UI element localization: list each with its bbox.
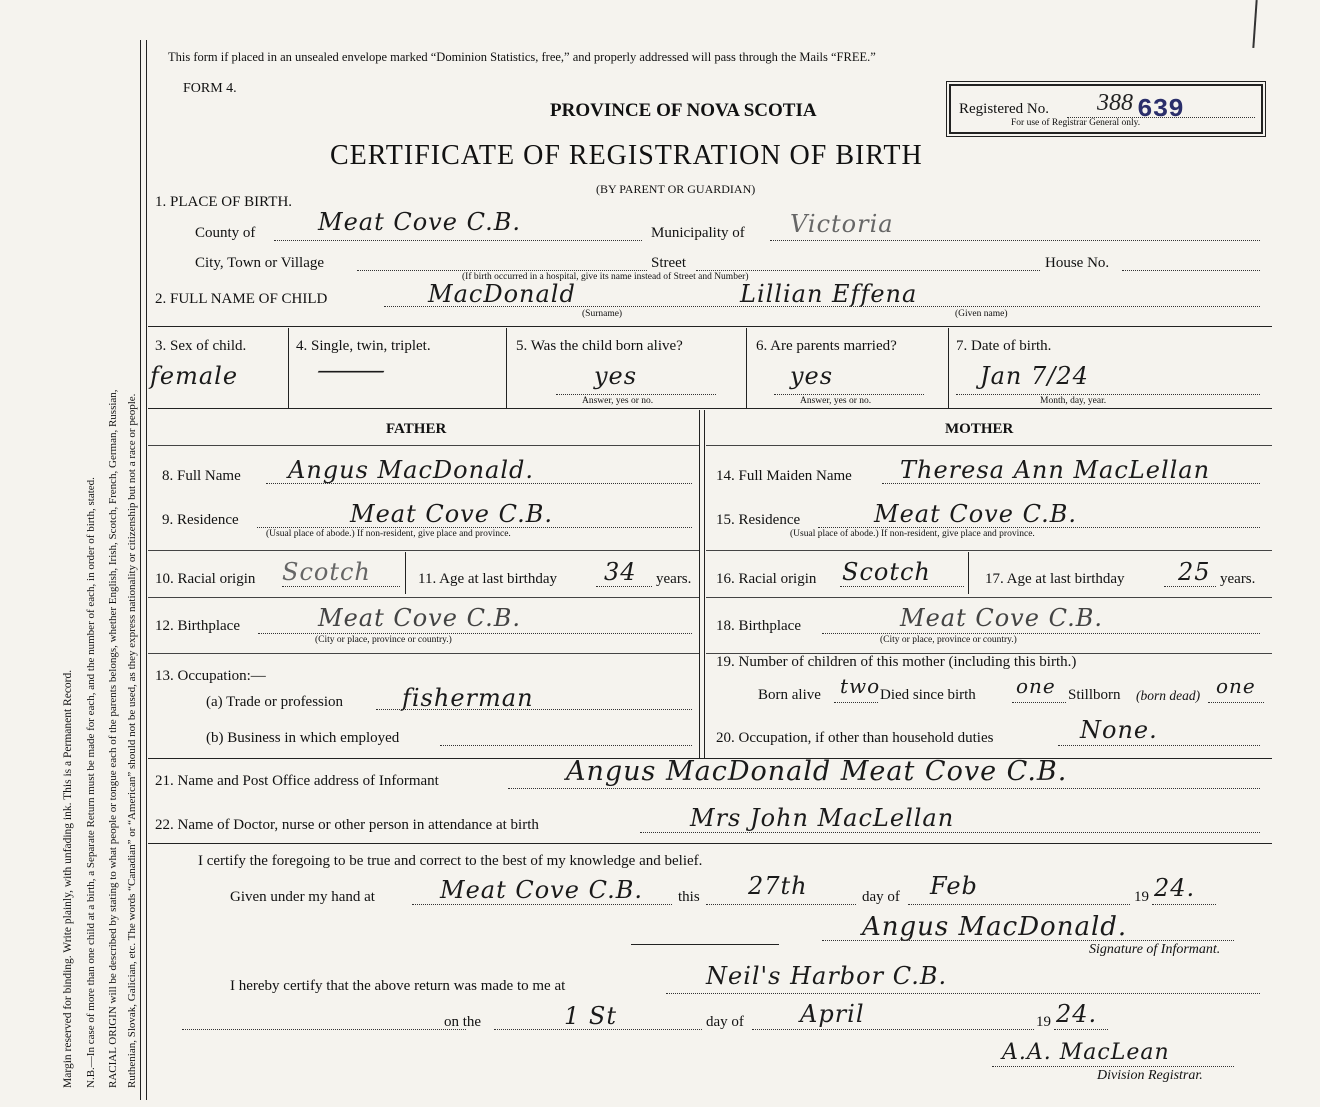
division-registrar-caption: Division Registrar.: [1097, 1068, 1203, 1083]
alive-label: 5. Was the child born alive?: [516, 338, 683, 354]
certify-statement: I certify the foregoing to be true and correct to the best of my knowledge and belief.: [198, 853, 703, 869]
father-occupation-label: 13. Occupation:—: [155, 668, 266, 684]
registrar-statement: I hereby certify that the above return was made to me at: [230, 978, 566, 994]
father-name-value: Angus MacDonald.: [288, 456, 535, 484]
registered-value-stamp: 639: [1137, 94, 1184, 124]
margin-note-4: Ruthenian, Slovak, Galician, etc. The words “Canadian” or “American” should not be used, as they express nationality or citizenship but not a race or people.: [126, 393, 138, 1088]
born-alive-label: Born alive: [758, 687, 821, 703]
born-alive-value: two: [840, 674, 881, 698]
mother-birthplace-label: 18. Birthplace: [716, 618, 801, 634]
registrar-month-value: April: [800, 1000, 865, 1028]
trade-label: (a) Trade or profession: [206, 694, 344, 710]
county-value: Meat Cove C.B.: [318, 208, 521, 236]
municipality-value: Victoria: [790, 210, 894, 238]
mother-residence-label: 15. Residence: [716, 512, 801, 528]
mother-name-value: Theresa Ann MacLellan: [900, 456, 1211, 484]
house-label: House No.: [1045, 255, 1110, 271]
given-label: Given under my hand at: [230, 889, 375, 905]
margin-note-1: Margin reserved for binding. Write plainly, with unfading ink. This is a Permanent Record.: [62, 669, 74, 1088]
multiple-value: —: [315, 356, 390, 384]
informant-value: Angus MacDonald Meat Cove C.B.: [566, 756, 1068, 787]
street-label: Street: [651, 255, 686, 271]
registrar-day-value: 1 St: [564, 1002, 617, 1030]
cert-year-prefix: 19: [1134, 889, 1149, 905]
informant-signature: Angus MacDonald.: [862, 912, 1128, 942]
father-heading: FATHER: [386, 421, 447, 437]
mother-name-label: 14. Full Maiden Name: [716, 468, 852, 484]
mother-race-value: Scotch: [842, 558, 931, 586]
father-race-label: 10. Racial origin: [155, 571, 256, 587]
registered-value-prefix: 388: [1097, 90, 1133, 116]
stillborn-label: Stillborn: [1068, 687, 1121, 703]
father-name-label: 8. Full Name: [162, 468, 241, 484]
surname-caption: (Surname): [582, 309, 623, 319]
informant-label: 21. Name and Post Office address of Informant: [155, 773, 439, 789]
died-label: Died since birth: [880, 687, 976, 703]
child-name-label: 2. FULL NAME OF CHILD: [155, 291, 328, 307]
married-label: 6. Are parents married?: [756, 338, 897, 354]
stillborn-value: one: [1216, 674, 1256, 698]
children-count-label: 19. Number of children of this mother (including this birth.): [716, 654, 1077, 670]
registrar-place-value: Neil's Harbor C.B.: [706, 962, 948, 990]
father-birthplace-caption: (City or place, province or country.): [315, 635, 452, 645]
married-value: yes: [790, 362, 834, 390]
stillborn-note: (born dead): [1136, 688, 1201, 703]
margin-note-3: RACIAL ORIGIN will be described by stating to what people or tongue each of the parents belongs, whether English, Irish, Scotch, French, German, Russian,: [107, 389, 119, 1088]
dob-value: Jan 7/24: [980, 362, 1089, 390]
cert-year-value: 24.: [1154, 874, 1196, 902]
rule-before-parents: [148, 408, 1272, 409]
alive-caption: Answer, yes or no.: [582, 396, 654, 406]
father-residence-value: Meat Cove C.B.: [350, 500, 553, 528]
father-age-value: 34: [604, 558, 637, 586]
cert-day-value: 27th: [748, 872, 808, 900]
child-surname-value: MacDonald: [428, 280, 576, 308]
doctor-value: Mrs John MacLellan: [690, 804, 955, 832]
signature-caption: Signature of Informant.: [1089, 942, 1221, 957]
father-birthplace-label: 12. Birthplace: [155, 618, 240, 634]
dob-label: 7. Date of birth.: [956, 338, 1052, 354]
mother-race-label: 16. Racial origin: [716, 571, 817, 587]
mother-heading: MOTHER: [945, 421, 1014, 437]
margin-note-2: N.B.—In case of more than one child at a birth, a Separate Return must be made for each, and the number of each, in order of birth, stated.: [85, 477, 97, 1088]
mother-age-label: 17. Age at last birthday: [985, 571, 1125, 587]
multiple-label: 4. Single, twin, triplet.: [296, 338, 431, 354]
dob-caption: Month, day, year.: [1040, 396, 1107, 406]
form-number: FORM 4.: [183, 81, 237, 96]
registrar-note: For use of Registrar General only.: [1011, 118, 1141, 128]
father-race-value: Scotch: [282, 558, 371, 586]
rule-after-name: [148, 326, 1272, 327]
binding-hole-bottom: [0, 760, 16, 794]
mother-birthplace-caption: (City or place, province or country.): [880, 635, 1017, 645]
alive-value: yes: [594, 362, 638, 390]
trade-value: fisherman: [402, 684, 534, 712]
left-border-outer: [140, 40, 141, 1100]
doctor-label: 22. Name of Doctor, nurse or other person in attendance at birth: [155, 817, 539, 833]
sex-value: female: [150, 362, 239, 390]
postal-note: This form if placed in an unsealed envelope marked “Dominion Statistics, free,” and properly addressed will pass through the Mails “FREE.”: [168, 50, 876, 64]
married-caption: Answer, yes or no.: [800, 396, 872, 406]
mother-occupation-value: None.: [1080, 716, 1158, 744]
registered-label: Registered No.: [959, 101, 1049, 117]
this-label: this: [678, 889, 700, 905]
hospital-note: (If birth occurred in a hospital, give its name instead of Street and Number): [462, 272, 749, 282]
child-given-value: Lillian Effena: [740, 280, 918, 308]
cert-day-of-label: day of: [862, 889, 900, 905]
mother-age-value: 25: [1178, 558, 1211, 586]
rule-before-certification: [148, 843, 1272, 844]
sex-label: 3. Sex of child.: [155, 338, 247, 354]
municipality-label: Municipality of: [651, 225, 745, 241]
mother-occupation-label: 20. Occupation, if other than household duties: [716, 730, 994, 746]
binding-hole-top: [0, 266, 16, 300]
county-label: County of: [195, 225, 256, 241]
mother-birthplace-value: Meat Cove C.B.: [900, 604, 1103, 632]
registrar-signature: A.A. MacLean: [1002, 1040, 1170, 1065]
mother-residence-value: Meat Cove C.B.: [874, 500, 1077, 528]
father-birthplace-value: Meat Cove C.B.: [318, 604, 521, 632]
registrar-year-prefix: 19: [1036, 1014, 1051, 1030]
pencil-mark: [1252, 0, 1257, 48]
business-label: (b) Business in which employed: [206, 730, 400, 746]
registrar-year-value: 24.: [1056, 1000, 1098, 1028]
place-heading: 1. PLACE OF BIRTH.: [155, 194, 293, 210]
father-residence-caption: (Usual place of abode.) If non-resident, give place and province.: [266, 529, 511, 539]
father-age-unit: years.: [656, 571, 692, 587]
city-label: City, Town or Village: [195, 255, 325, 271]
certificate-subtitle: (BY PARENT OR GUARDIAN): [596, 182, 756, 196]
father-age-label: 11. Age at last birthday: [418, 571, 557, 587]
left-border-inner: [146, 40, 147, 1100]
father-residence-label: 9. Residence: [162, 512, 239, 528]
certificate-title: CERTIFICATE OF REGISTRATION OF BIRTH: [330, 140, 923, 171]
mother-residence-caption: (Usual place of abode.) If non-resident, give place and province.: [790, 529, 1035, 539]
cert-month-value: Feb: [930, 872, 978, 900]
given-caption: (Given name): [955, 309, 1008, 319]
mother-age-unit: years.: [1220, 571, 1256, 587]
separator-line: [631, 944, 779, 945]
on-the-label: on the: [444, 1014, 482, 1030]
registrar-day-of-label: day of: [706, 1014, 744, 1030]
died-value: one: [1016, 674, 1056, 698]
province-heading: PROVINCE OF NOVA SCOTIA: [550, 100, 817, 121]
given-place-value: Meat Cove C.B.: [440, 876, 643, 904]
registered-number-box: [949, 84, 1263, 134]
